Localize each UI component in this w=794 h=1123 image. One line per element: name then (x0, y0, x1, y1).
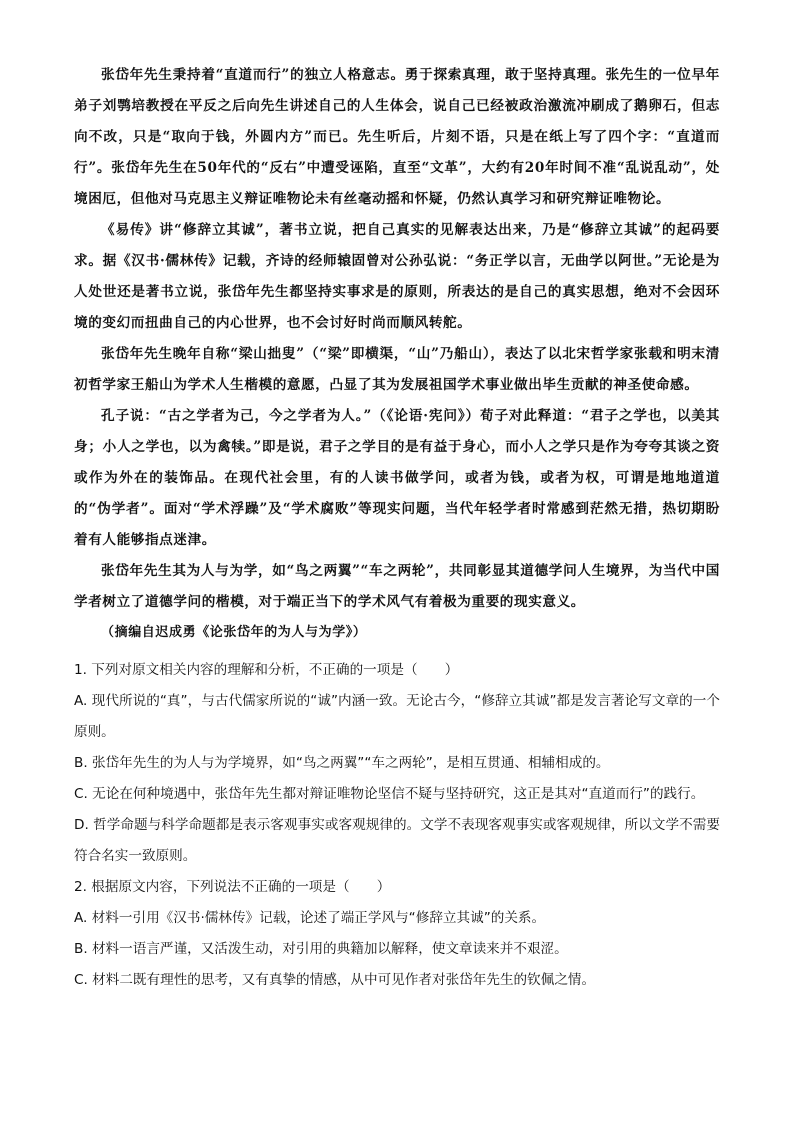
question-option: D. 哲学命题与科学命题都是表示客观事实或客观规律的。文学不表现客观事实或客观规律，所以文学不需要符合名实一致原则。 (74, 817, 720, 864)
passage-paragraph: 张岱年先生晚年自称“梁山拙叟”（“梁”即横渠，“山”乃船山），表达了以北宋哲学家张载和明末清初哲学家王船山为学术人生楷模的意愿，凸显了其为发展祖国学术事业做出毕生贡献的神圣使命感。 (74, 346, 720, 393)
passage-paragraph: 张岱年先生其为人与为学，如“鸟之两翼”“车之两轮”，共同彰显其道德学问人生境界，为当代中国学者树立了道德学问的楷模，对于端正当下的学术风气有着极为重要的现实意义。 (74, 563, 720, 610)
question-option: A. 现代所说的“真”，与古代儒家所说的“诚”内涵一致。无论古今，“修辞立其诚”都是发言著论写文章的一个原则。 (74, 693, 720, 740)
passage-source: （摘编自迟成勇《论张岱年的为人与为学》） (101, 625, 367, 640)
question-stem: 1. 下列对原文相关内容的理解和分析，不正确的一项是（ ） (74, 662, 459, 678)
question-option: C. 材料二既有理性的思考，又有真挚的情感，从中可见作者对张岱年先生的钦佩之情。 (74, 972, 596, 988)
passage-paragraph: 孔子说：“古之学者为己，今之学者为人。”（《论语·宪问》）荀子对此释道：“君子之学也，以美其身；小人之学也，以为禽犊。”即是说，君子之学目的是有益于身心，而小人之学只是作为夸夸其谈之资或作为外在的装饰品。在现代社会里，有的人读书做学问，或者为钱，或者为权，可谓是地地道道的“伪学者”。面对“学术浮躁”及“学术腐败”等现实问题，当代年轻学者时常感到茫然无措，热切期盼着有人能够指点迷津。 (74, 408, 720, 548)
questions-section (74, 655, 720, 996)
question-option: B. 材料一语言严谨，又活泼生动，对引用的典籍加以解释，使文章读来并不艰涩。 (74, 941, 568, 957)
passage-paragraph: 张岱年先生秉持着“直道而行”的独立人格意志。勇于探索真理，敢于坚持真理。张先生的一位早年弟子刘鹗培教授在平反之后向先生讲述自己的人生体会，说自己已经被政治激流冲刷成了鹅卵石，但志向不改，只是“取向于钱，外圆内方”而已。先生听后，片刻不语，只是在纸上写了四个字：“直道而行”。张岱年先生在50年代的“反右”中遭受诬陷，直至“文革”，大约有20年时间不准“乱说乱动”，处境困厄，但他对马克思主义辩证唯物论未有丝毫动摇和怀疑，仍然认真学习和研究辩证唯物论。 (74, 67, 720, 207)
question-option: C. 无论在何种境遇中，张岱年先生都对辩证唯物论坚信不疑与坚持研究，这正是其对“直道而行”的践行。 (74, 786, 705, 802)
question-stem: 2. 根据原文内容，下列说法不正确的一项是（ ） (74, 879, 391, 895)
passage-paragraph: 《易传》讲“修辞立其诚”，著书立说，把自己真实的见解表达出来，乃是“修辞立其诚”的起码要求。据《汉书·儒林传》记载，齐诗的经师辕固曾对公孙弘说：“务正学以言，无曲学以阿世。”无论是为人处世还是著书立说，张岱年先生都坚持实事求是的原则，所表达的是自己的真实思想，绝对不会因环境的变幻而扭曲自己的内心世界，也不会讨好时尚而顺风转舵。 (74, 222, 720, 331)
question-option: B. 张岱年先生的为人与为学境界，如“鸟之两翼”“车之两轮”，是相互贯通、相辅相成的。 (74, 755, 610, 771)
reading-passage (74, 60, 720, 648)
question-option: A. 材料一引用《汉书·儒林传》记载，论述了端正学风与“修辞立其诚”的关系。 (74, 910, 546, 926)
